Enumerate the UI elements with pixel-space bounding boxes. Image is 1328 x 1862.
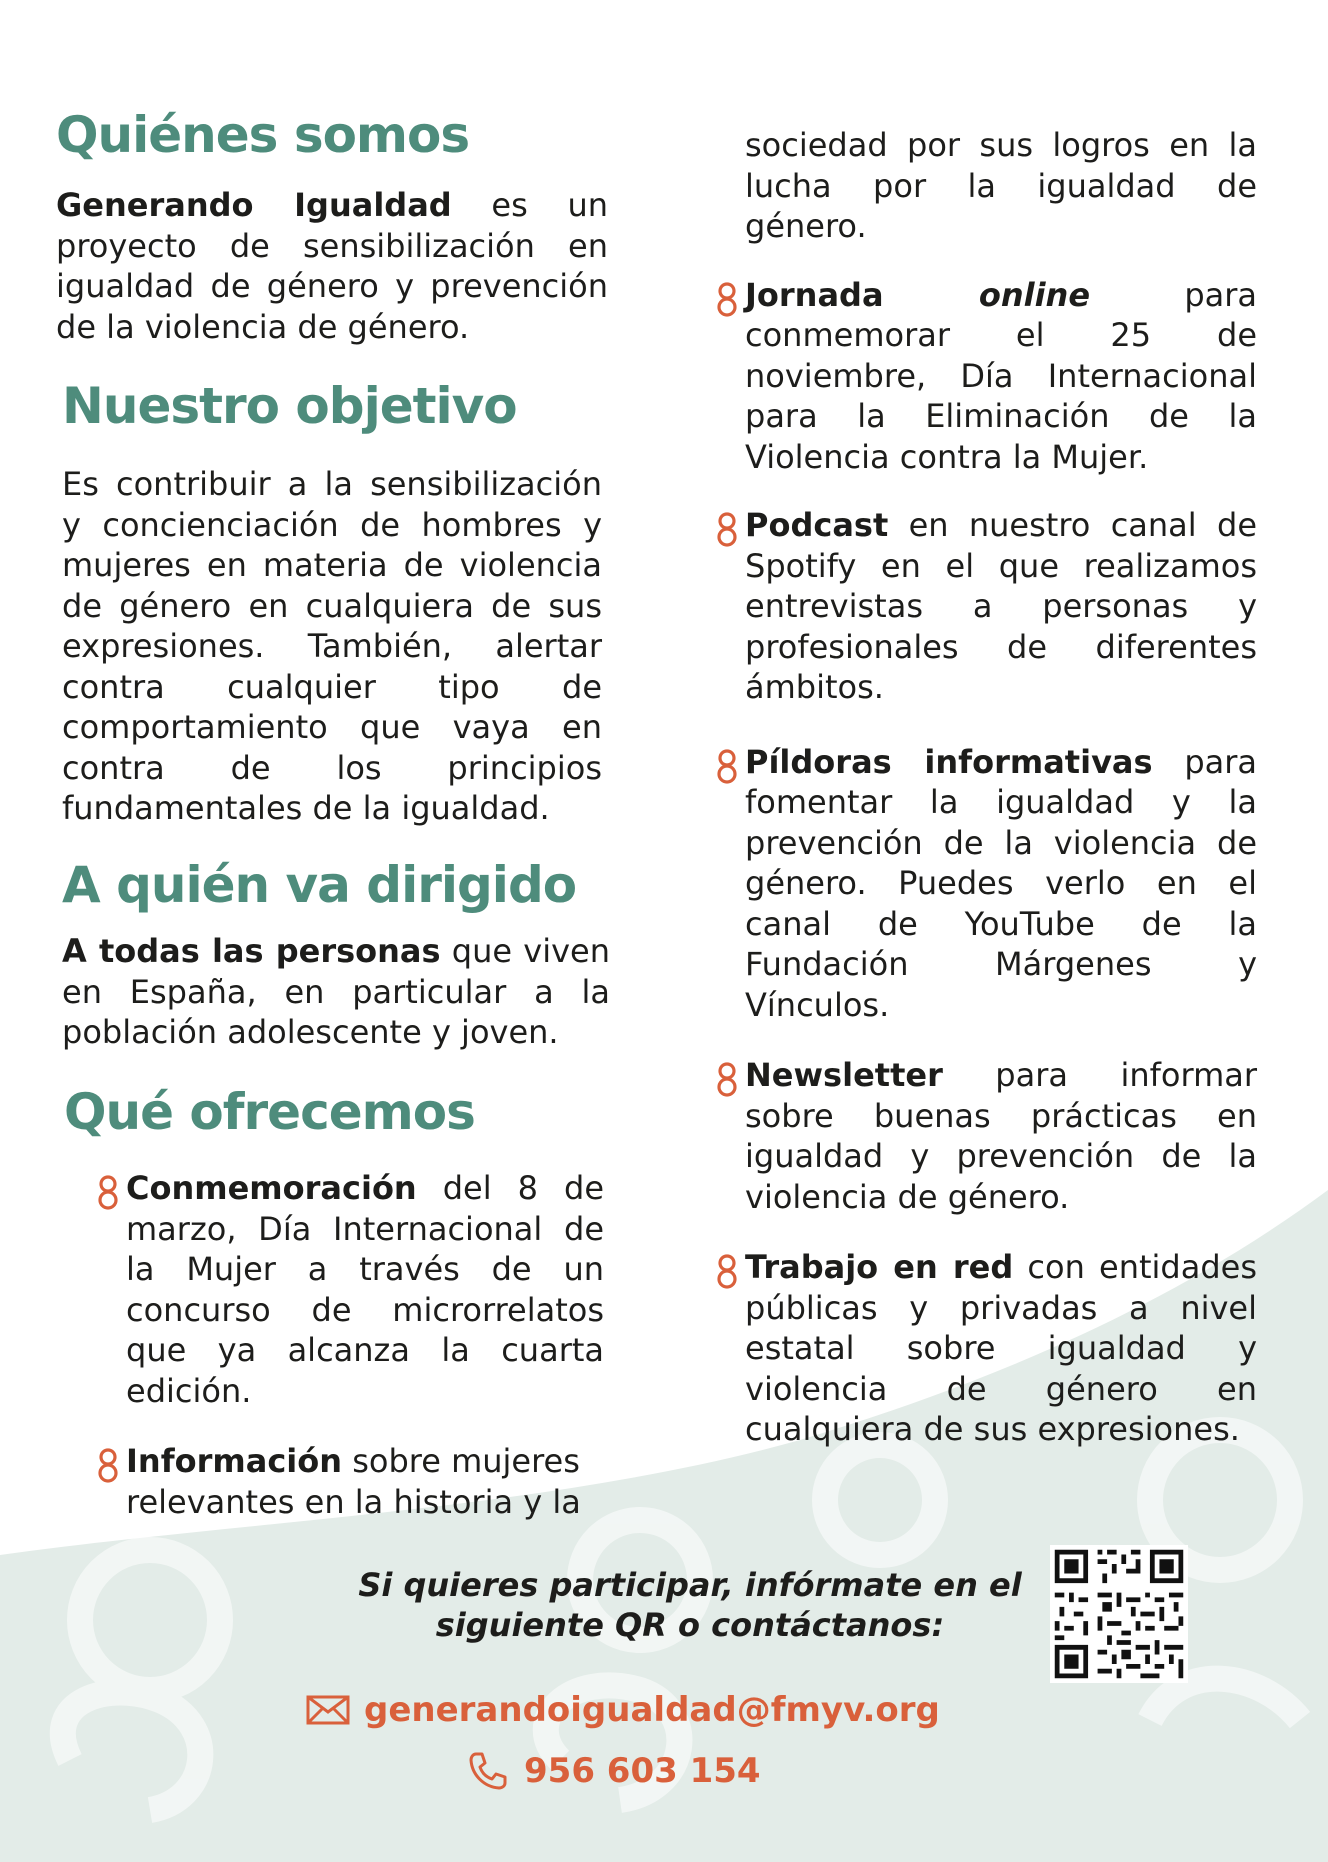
item-text: para fomentar la igualdad y la prevención de la violencia de género. Puedes verlo en el canal de YouTube de la Fundación Márgenes y Vínculos. bbox=[745, 742, 1257, 1024]
cta-text: Si quieres participar, infórmate en el siguiente QR o contáctanos: bbox=[358, 1566, 1022, 1644]
item-text: del 8 de marzo, Día Internacional de la Mujer a través de un concurso de microrrelatos que ya alcanza la cuarta edición. bbox=[126, 1169, 604, 1410]
ofrecemos-list-left bbox=[126, 1168, 604, 1522]
knot-bullet-icon bbox=[713, 281, 741, 319]
item-bold: Conmemoración bbox=[126, 1169, 417, 1207]
item-bold: Información bbox=[126, 1442, 343, 1480]
item-text: con entidades públicas y privadas a nivel estatal sobre igualdad y violencia de género en cualquiera de sus expresiones. bbox=[745, 1248, 1257, 1448]
dirigido-rest: que viven en España, en particular a la población adolescente y joven. bbox=[62, 932, 611, 1051]
phone-number[interactable]: 956 603 154 bbox=[524, 1751, 761, 1791]
item-bold: Jornada bbox=[745, 275, 979, 314]
list-item bbox=[745, 1055, 1257, 1217]
continuation-text: sociedad por sus logros en la lucha por la igualdad de género. bbox=[745, 126, 1257, 245]
item-text: para conmemorar el 25 de noviembre, Día Internacional para la Eliminación de la Violencia contra la Mujer. bbox=[745, 275, 1258, 476]
qr-code[interactable] bbox=[1050, 1545, 1188, 1683]
ofrecemos-block bbox=[64, 1082, 604, 1142]
item-text: sobre mujeres relevantes en la historia y la bbox=[126, 1442, 581, 1521]
objetivo-text: Es contribuir a la sensibilización y concienciación de hombres y mujeres en materia de violencia de género en cualquiera de sus expresiones. También, alertar contra cualquier tipo de comportamiento que vaya en contra de los principios fundamentales de la igualdad. bbox=[62, 465, 602, 827]
objetivo-block bbox=[62, 376, 602, 829]
knot-bullet-icon bbox=[94, 1174, 122, 1212]
item-text: para informar sobre buenas prácticas en igualdad y prevención de la violencia de género. bbox=[745, 1056, 1257, 1216]
list-item bbox=[745, 1247, 1257, 1450]
quienes-bold: Generando Igualdad bbox=[56, 186, 452, 224]
item-bold: Newsletter bbox=[745, 1056, 943, 1094]
list-item bbox=[126, 1168, 604, 1411]
knot-bullet-icon bbox=[713, 748, 741, 786]
item-bold: Podcast bbox=[745, 506, 889, 544]
heading-nuestro-objetivo: Nuestro objetivo bbox=[62, 377, 517, 435]
heading-a-quien-va-dirigido: A quién va dirigido bbox=[62, 856, 577, 914]
list-item bbox=[745, 742, 1257, 1026]
envelope-icon bbox=[306, 1695, 350, 1725]
knot-bullet-icon bbox=[94, 1447, 122, 1485]
item-italic: online bbox=[978, 275, 1091, 314]
email-contact[interactable] bbox=[306, 1685, 940, 1735]
dirigido-bold: A todas las personas bbox=[62, 932, 441, 970]
right-column bbox=[745, 125, 1257, 1450]
knot-bullet-icon bbox=[713, 1253, 741, 1291]
item-bold: Trabajo en red bbox=[745, 1248, 1014, 1286]
heading-quienes-somos: Quiénes somos bbox=[56, 106, 470, 164]
left-column bbox=[56, 105, 608, 347]
dirigido-block bbox=[62, 855, 610, 1053]
list-item bbox=[745, 505, 1257, 708]
knot-bullet-icon bbox=[713, 1061, 741, 1099]
quienes-rest: es un proyecto de sensibilización en igualdad de género y prevención de la violencia de género. bbox=[56, 186, 609, 346]
knot-bullet-icon bbox=[713, 511, 741, 549]
quienes-somos-text bbox=[56, 185, 608, 347]
email-link[interactable]: generandoigualdad@fmyv.org bbox=[364, 1690, 940, 1730]
item-bold: Píldoras informativas bbox=[745, 742, 1153, 781]
list-item bbox=[126, 1441, 604, 1522]
phone-contact[interactable] bbox=[468, 1745, 761, 1797]
list-item bbox=[745, 275, 1257, 478]
item-text: en nuestro canal de Spotify en el que realizamos entrevistas a personas y profesionales de diferentes ámbitos. bbox=[745, 506, 1257, 706]
phone-icon bbox=[468, 1751, 508, 1791]
heading-que-ofrecemos: Qué ofrecemos bbox=[64, 1083, 475, 1141]
dirigido-text bbox=[62, 931, 610, 1053]
